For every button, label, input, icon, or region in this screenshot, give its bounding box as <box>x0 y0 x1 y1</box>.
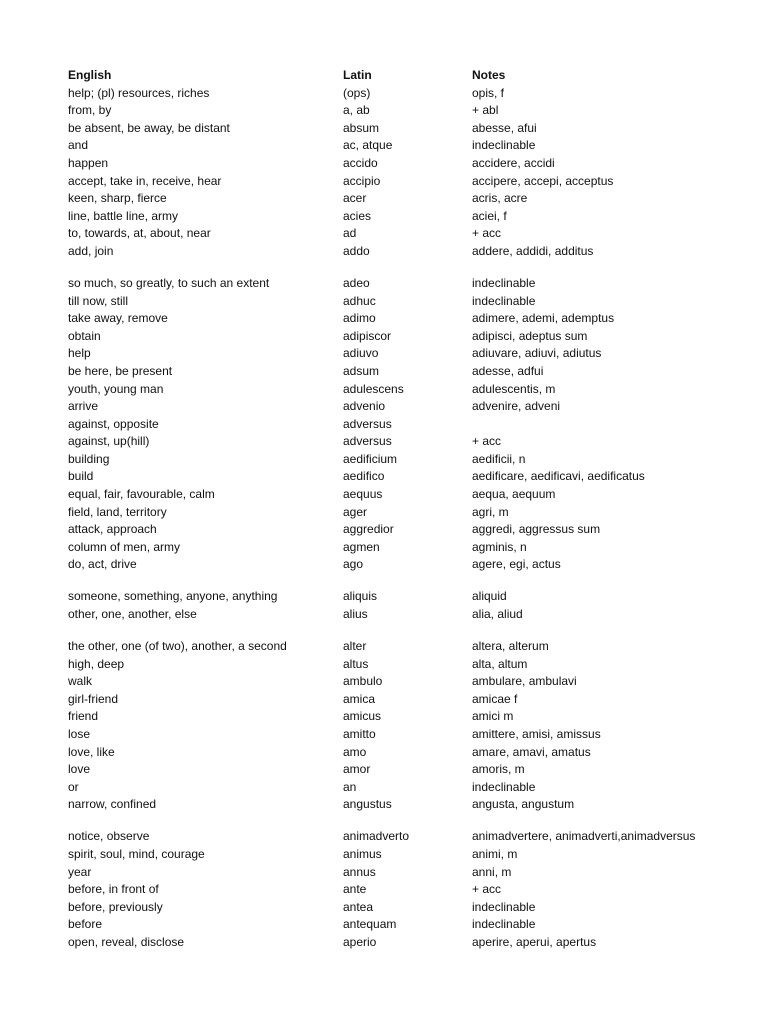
english-cell: or <box>68 779 79 794</box>
notes-cell: animi, m <box>472 846 518 861</box>
latin-cell: adversus <box>343 434 392 449</box>
latin-cell: animus <box>343 846 382 861</box>
latin-cell: antea <box>343 899 374 914</box>
english-cell: walk <box>68 674 93 689</box>
table-row <box>68 812 708 844</box>
table-row <box>68 309 708 327</box>
table-row <box>68 224 708 242</box>
english-cell: line, battle line, army <box>68 208 179 223</box>
table-row <box>68 326 708 344</box>
english-cell: from, by <box>68 103 112 118</box>
latin-cell: angustus <box>343 797 392 812</box>
english-cell: help <box>68 346 91 361</box>
latin-cell: adiuvo <box>343 346 379 361</box>
table-row <box>68 414 708 432</box>
english-cell: against, up(hill) <box>68 434 150 449</box>
table-row <box>68 484 708 502</box>
latin-cell: adimo <box>343 311 376 326</box>
english-cell: friend <box>68 709 99 724</box>
english-cell: against, opposite <box>68 416 159 431</box>
latin-cell: agmen <box>343 539 380 554</box>
latin-cell: annus <box>343 864 376 879</box>
english-cell: to, towards, at, about, near <box>68 226 211 241</box>
table-row <box>68 467 708 485</box>
latin-cell: aedifico <box>343 469 385 484</box>
notes-column-header: Notes <box>472 68 506 82</box>
table-row <box>68 795 708 813</box>
notes-cell: agere, egi, actus <box>472 557 561 572</box>
notes-cell: amare, amavi, amatus <box>472 744 591 759</box>
table-row <box>68 932 708 950</box>
table-row <box>68 622 708 654</box>
latin-cell: acer <box>343 191 367 206</box>
latin-cell: adsum <box>343 363 380 378</box>
notes-cell: + acc <box>472 882 502 897</box>
english-cell: lose <box>68 727 91 741</box>
english-cell: obtain <box>68 328 101 343</box>
latin-cell: ambulo <box>343 674 383 689</box>
english-cell: field, land, territory <box>68 504 167 519</box>
latin-cell: ac, atque <box>343 138 393 153</box>
latin-cell: animadverto <box>343 829 410 844</box>
notes-cell: altera, alterum <box>472 639 549 654</box>
table-body <box>68 83 708 950</box>
latin-cell: adeo <box>343 275 370 290</box>
table-row <box>68 171 708 189</box>
latin-cell: ager <box>343 504 368 519</box>
english-cell: open, reveal, disclose <box>68 934 185 949</box>
notes-cell: abesse, afui <box>472 120 537 135</box>
english-cell: youth, young man <box>68 381 164 396</box>
notes-cell: adimere, ademi, ademptus <box>472 311 615 326</box>
table-row <box>68 361 708 379</box>
notes-cell: indeclinable <box>472 138 536 153</box>
notes-cell: + acc <box>472 434 502 449</box>
table-row <box>68 555 708 573</box>
table-row <box>68 206 708 224</box>
latin-cell: adulescens <box>343 381 404 396</box>
latin-cell: an <box>343 779 357 794</box>
table-row <box>68 862 708 880</box>
latin-cell: adversus <box>343 416 392 431</box>
notes-cell: indeclinable <box>472 917 536 932</box>
table-row <box>68 707 708 725</box>
notes-cell: addere, addidi, additus <box>472 243 594 258</box>
english-cell: build <box>68 469 94 484</box>
latin-cell: aequus <box>343 487 383 502</box>
table-row <box>68 83 708 101</box>
notes-cell: amici m <box>472 709 514 724</box>
table-row <box>68 654 708 672</box>
english-cell: notice, observe <box>68 829 150 844</box>
latin-cell: altus <box>343 656 369 671</box>
table-header-row <box>68 66 708 83</box>
english-cell: love <box>68 762 91 777</box>
notes-cell: indeclinable <box>472 899 536 914</box>
latin-cell: amor <box>343 762 371 777</box>
notes-cell: alia, aliud <box>472 607 523 622</box>
english-cell: before <box>68 917 103 932</box>
latin-cell: accipio <box>343 173 381 188</box>
notes-cell: indeclinable <box>472 275 536 290</box>
english-cell: till now, still <box>68 293 129 308</box>
english-cell: happen <box>68 155 109 170</box>
table-row <box>68 432 708 450</box>
table-row <box>68 604 708 622</box>
latin-cell: alius <box>343 607 368 622</box>
latin-cell: absum <box>343 120 380 135</box>
latin-cell: antequam <box>343 917 397 932</box>
notes-cell: aggredi, aggressus sum <box>472 522 601 537</box>
notes-cell: acris, acre <box>472 191 528 206</box>
table-row <box>68 344 708 362</box>
english-cell: equal, fair, favourable, calm <box>68 487 215 502</box>
latin-cell: aperio <box>343 934 377 949</box>
table-row <box>68 259 708 291</box>
table-row <box>68 153 708 171</box>
table-row <box>68 449 708 467</box>
english-cell: love, like <box>68 744 115 759</box>
notes-cell: aequa, aequum <box>472 487 556 502</box>
latin-cell: amitto <box>343 727 376 741</box>
notes-cell: accidere, accidi <box>472 155 555 170</box>
table-row <box>68 502 708 520</box>
notes-cell: accipere, accepi, acceptus <box>472 173 614 188</box>
english-cell: be here, be present <box>68 363 173 378</box>
latin-cell: adipiscor <box>343 328 392 343</box>
english-cell: column of men, army <box>68 539 181 554</box>
english-cell: so much, so greatly, to such an extent <box>68 275 270 290</box>
notes-cell: indeclinable <box>472 293 536 308</box>
latin-cell: a, ab <box>343 103 370 118</box>
table-row <box>68 897 708 915</box>
latin-column-header: Latin <box>343 68 372 82</box>
english-cell: attack, approach <box>68 522 157 537</box>
notes-cell: animadvertere, animadverti,animadversus <box>472 829 696 844</box>
latin-cell: amicus <box>343 709 382 724</box>
notes-cell: anni, m <box>472 864 512 879</box>
table-row <box>68 520 708 538</box>
table-row <box>68 880 708 898</box>
notes-cell: opis, f <box>472 85 505 100</box>
english-cell: take away, remove <box>68 311 168 326</box>
table-row <box>68 241 708 259</box>
latin-cell: addo <box>343 243 370 258</box>
notes-cell: amicae f <box>472 691 518 706</box>
table-row <box>68 915 708 933</box>
english-cell: do, act, drive <box>68 557 137 572</box>
notes-cell: ambulare, ambulavi <box>472 674 577 689</box>
notes-cell: adipisci, adeptus sum <box>472 328 588 343</box>
latin-cell: ante <box>343 882 367 897</box>
latin-cell: ad <box>343 226 357 241</box>
latin-cell: amica <box>343 691 376 706</box>
notes-cell: adesse, adfui <box>472 363 544 378</box>
table-row <box>68 572 708 604</box>
table-row <box>68 136 708 154</box>
notes-cell: amittere, amisi, amissus <box>472 727 601 741</box>
english-cell: keen, sharp, fierce <box>68 191 167 206</box>
english-cell: high, deep <box>68 656 125 671</box>
table-row <box>68 844 708 862</box>
table-row <box>68 672 708 690</box>
english-cell: add, join <box>68 243 114 258</box>
latin-cell: ago <box>343 557 364 572</box>
notes-cell: aliquid <box>472 589 507 604</box>
latin-cell: adhuc <box>343 293 376 308</box>
latin-cell: acies <box>343 208 372 223</box>
latin-cell: accido <box>343 155 378 170</box>
table-row <box>68 742 708 760</box>
english-cell: spirit, soul, mind, courage <box>68 846 205 861</box>
english-cell: someone, something, anyone, anything <box>68 589 278 604</box>
table-row <box>68 777 708 795</box>
table-row <box>68 724 708 742</box>
latin-cell: aedificium <box>343 451 398 466</box>
notes-cell: alta, altum <box>472 656 528 671</box>
notes-cell: aedificare, aedificavi, aedificatus <box>472 469 645 484</box>
notes-cell: aedificii, n <box>472 451 526 466</box>
english-cell: and <box>68 138 89 153</box>
english-cell: building <box>68 451 110 466</box>
table-row <box>68 101 708 119</box>
english-cell: other, one, another, else <box>68 607 197 622</box>
table-row <box>68 189 708 207</box>
english-cell: help; (pl) resources, riches <box>68 85 210 100</box>
notes-cell: aciei, f <box>472 208 507 223</box>
notes-cell: amoris, m <box>472 762 525 777</box>
latin-cell: amo <box>343 744 367 759</box>
latin-cell: (ops) <box>343 85 371 100</box>
notes-cell: adulescentis, m <box>472 381 556 396</box>
table-row <box>68 689 708 707</box>
table-row <box>68 760 708 778</box>
english-cell: girl-friend <box>68 691 119 706</box>
english-cell: be absent, be away, be distant <box>68 120 230 135</box>
latin-cell: aliquis <box>343 589 378 604</box>
english-column-header: English <box>68 68 112 82</box>
notes-cell: indeclinable <box>472 779 536 794</box>
english-cell: year <box>68 864 92 879</box>
latin-cell: advenio <box>343 399 386 414</box>
english-cell: accept, take in, receive, hear <box>68 173 222 188</box>
notes-cell: advenire, adveni <box>472 399 561 414</box>
notes-cell: aperire, aperui, apertus <box>472 934 597 949</box>
table-row <box>68 397 708 415</box>
english-cell: narrow, confined <box>68 797 157 812</box>
vocabulary-table <box>68 66 708 950</box>
notes-cell: angusta, angustum <box>472 797 575 812</box>
latin-cell: alter <box>343 639 367 654</box>
english-cell: before, previously <box>68 899 163 914</box>
notes-cell: + acc <box>472 226 502 241</box>
notes-cell: agminis, n <box>472 539 527 554</box>
english-cell: the other, one (of two), another, a second <box>68 639 287 654</box>
notes-cell: adiuvare, adiuvi, adiutus <box>472 346 602 361</box>
table-row <box>68 537 708 555</box>
table-row <box>68 379 708 397</box>
table-row <box>68 118 708 136</box>
english-cell: arrive <box>68 399 99 414</box>
notes-cell: + abl <box>472 103 499 118</box>
english-cell: before, in front of <box>68 882 159 897</box>
table-row <box>68 291 708 309</box>
notes-cell: agri, m <box>472 504 509 519</box>
latin-cell: aggredior <box>343 522 394 537</box>
